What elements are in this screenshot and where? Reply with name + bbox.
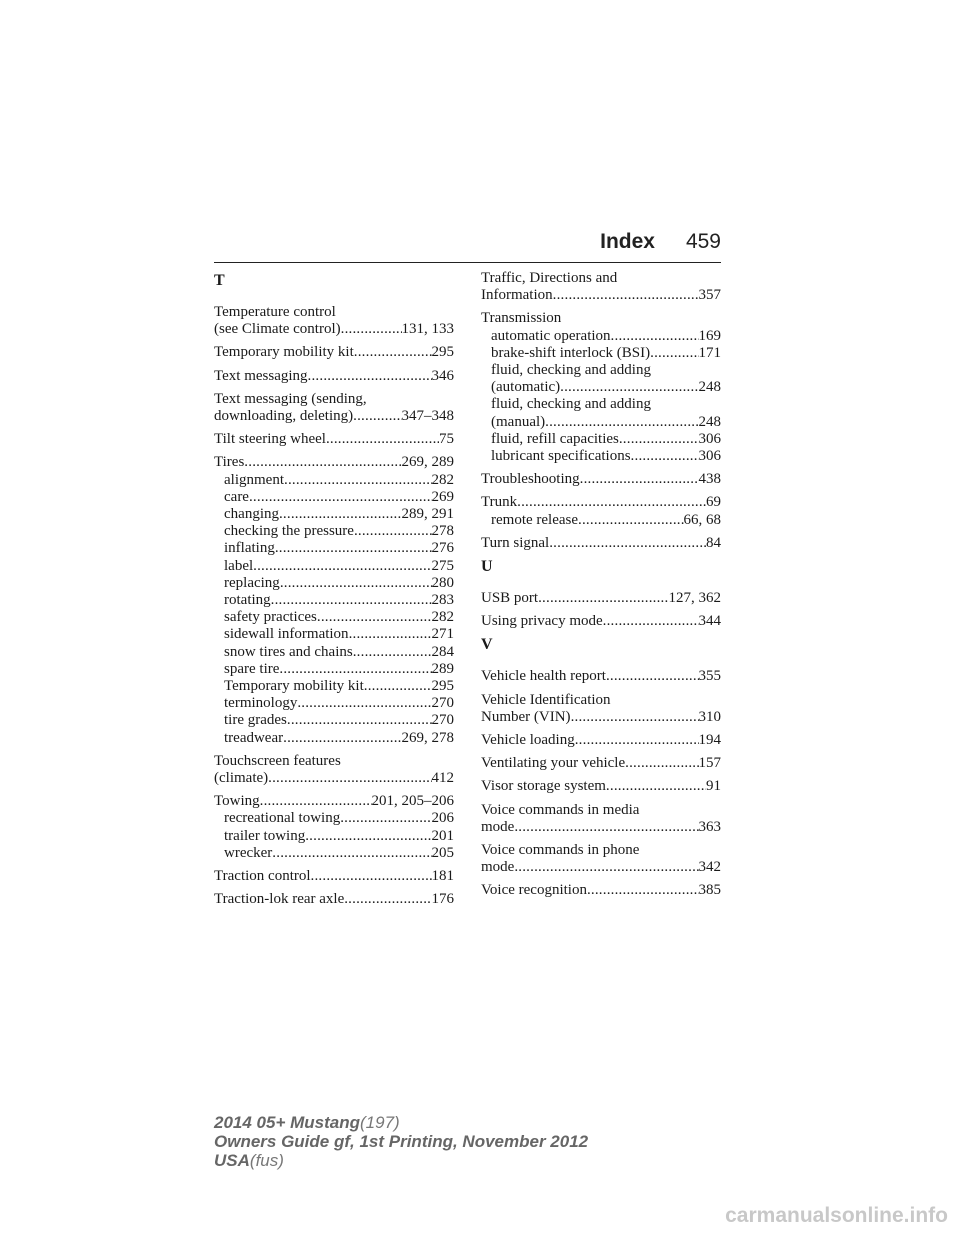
index-subentry: [214, 558, 454, 575]
index-line: [481, 310, 721, 327]
watermark: carmanualsonline.info: [725, 1204, 948, 1227]
index-line: [481, 755, 721, 772]
entry-text: tire grades: [224, 712, 287, 729]
page-title: Index: [600, 230, 655, 253]
index-entry: [481, 535, 721, 552]
entry-text: Voice commands in phone: [481, 842, 640, 859]
index-subentry: [214, 489, 454, 506]
page-reference: 131, 133: [401, 321, 454, 338]
dot-leader: [364, 678, 432, 695]
index-line: [214, 408, 454, 425]
entry-text: inflating: [224, 540, 275, 557]
index-entry: [481, 613, 721, 630]
entry-text: lubricant specifications: [491, 448, 631, 465]
page-reference: 181: [431, 868, 454, 885]
dot-leader: [560, 379, 698, 396]
index-line: [481, 732, 721, 749]
page-reference: 280: [431, 574, 454, 591]
page-reference: 289, 291: [401, 506, 454, 523]
section-letter: T: [214, 272, 225, 289]
page-reference: 127, 362: [668, 590, 721, 607]
footer-market: USA: [214, 1151, 250, 1170]
entry-text: Tilt steering wheel: [214, 431, 326, 448]
page-reference: 289: [431, 660, 454, 677]
index-subentry: [214, 845, 454, 862]
dot-leader: [553, 287, 699, 304]
page-reference: 282: [431, 609, 454, 626]
index-line: [214, 454, 454, 471]
dot-leader: [575, 732, 699, 749]
page-reference: 346: [431, 367, 454, 384]
dot-leader: [308, 368, 432, 385]
dot-leader: [280, 575, 432, 592]
dot-leader: [349, 626, 432, 643]
index-line: [481, 778, 721, 795]
entry-text: rotating: [224, 592, 271, 609]
dot-leader: [260, 793, 372, 810]
page-reference: 248: [698, 379, 721, 396]
dot-leader: [538, 590, 668, 607]
page-reference: 355: [698, 668, 721, 685]
footer-model: 2014 05+ Mustang: [214, 1113, 360, 1132]
index-line: [214, 391, 454, 408]
dot-leader: [284, 472, 432, 489]
dot-leader: [578, 512, 683, 529]
entry-text: sidewall information: [224, 626, 349, 643]
dot-leader: [341, 321, 402, 338]
entry-text: care: [224, 488, 249, 505]
index-entry: [214, 454, 454, 746]
entry-text: brake-shift interlock (BSI): [491, 344, 651, 361]
index-line: [214, 793, 454, 810]
entry-text: wrecker: [224, 844, 273, 861]
page-reference: 306: [698, 430, 721, 447]
dot-leader: [603, 613, 699, 630]
index-entry: [481, 802, 721, 836]
dot-leader: [249, 489, 432, 506]
dot-leader: [549, 535, 706, 552]
dot-leader: [305, 828, 431, 845]
index-line: [214, 753, 454, 770]
page-reference: 84: [706, 534, 721, 551]
entry-text: fluid, checking and adding: [491, 396, 651, 413]
entry-text: Touchscreen features: [214, 752, 341, 769]
index-subentry: [481, 448, 721, 465]
page-reference: 269, 289: [401, 454, 454, 471]
entry-text: Turn signal: [481, 534, 550, 551]
entry-text: Temperature control: [214, 304, 336, 320]
index-subentry: [214, 609, 454, 626]
index-entry: [481, 471, 721, 488]
entry-text: Trunk: [481, 494, 518, 511]
page-reference: 248: [698, 413, 721, 430]
page-reference: 269: [431, 488, 454, 505]
index-entry: [481, 732, 721, 749]
index-entry: [214, 304, 454, 338]
dot-leader: [631, 448, 699, 465]
dot-leader: [297, 695, 431, 712]
page-reference: 201: [431, 827, 454, 844]
index-subentry: [214, 626, 454, 643]
dot-leader: [625, 755, 698, 772]
entry-text: Tires: [214, 454, 245, 471]
entry-text: label: [224, 557, 254, 574]
page-reference: 171: [698, 344, 721, 361]
dot-leader: [253, 558, 431, 575]
index-subentry: [214, 540, 454, 557]
dot-leader: [272, 845, 431, 862]
index-subentry: [214, 644, 454, 661]
dot-leader: [279, 506, 402, 523]
index-line: [481, 590, 721, 607]
index-column-right: [481, 270, 721, 906]
index-subentry: [481, 379, 721, 396]
index-line: [481, 882, 721, 899]
dot-leader: [344, 891, 431, 908]
index-line: [481, 802, 721, 819]
page-reference: 275: [431, 557, 454, 574]
page-reference: 295: [431, 678, 454, 695]
index-line: [214, 344, 454, 361]
dot-leader: [283, 730, 401, 747]
entry-text: USB port: [481, 590, 539, 607]
dot-leader: [287, 712, 432, 729]
index-subentry: [214, 712, 454, 729]
dot-leader: [514, 819, 698, 836]
page-reference: 342: [698, 859, 721, 876]
index-line: [214, 321, 454, 338]
footer-code: (197): [360, 1113, 400, 1132]
entry-text: alignment: [224, 471, 284, 488]
entry-text: Text messaging (sending,: [214, 390, 367, 407]
page-reference: 412: [431, 770, 454, 787]
entry-text: (manual): [491, 413, 546, 430]
dot-leader: [650, 345, 698, 362]
entry-text: (automatic): [491, 379, 561, 396]
dot-leader: [271, 592, 432, 609]
index-line: [214, 891, 454, 908]
index-line: [481, 535, 721, 552]
index-entry: [481, 842, 721, 876]
index-subentry: [214, 695, 454, 712]
index-entry: [481, 755, 721, 772]
dot-leader: [326, 431, 439, 448]
page-reference: 176: [431, 891, 454, 908]
entry-text: changing: [224, 506, 279, 523]
index-line: [214, 304, 454, 321]
index-line: [481, 692, 721, 709]
page-reference: 347–348: [401, 408, 454, 425]
index-subentry: [214, 828, 454, 845]
footer-market-code: (fus): [249, 1151, 284, 1170]
entry-text: remote release: [491, 511, 579, 528]
index-subentry: [481, 362, 721, 379]
index-line: [481, 471, 721, 488]
entry-text: Voice commands in media: [481, 801, 640, 818]
index-entry: [214, 868, 454, 885]
dot-leader: [340, 810, 431, 827]
entry-text: Vehicle loading: [481, 732, 575, 749]
index-subentry: [481, 396, 721, 413]
dot-leader: [587, 882, 699, 899]
page-reference: 206: [431, 810, 454, 827]
index-entry: [214, 753, 454, 787]
entry-text: Temporary mobility kit: [224, 678, 364, 695]
page-reference: 270: [431, 712, 454, 729]
index-subentry: [214, 810, 454, 827]
page-reference: 278: [431, 523, 454, 540]
index-line: [481, 613, 721, 630]
index-entry: [214, 891, 454, 908]
index-line: [214, 868, 454, 885]
page-reference: 91: [706, 778, 721, 795]
footer-line-2: Owners Guide gf, 1st Printing, November 2012: [214, 1132, 589, 1151]
page-reference: 363: [698, 818, 721, 835]
entry-text: checking the pressure: [224, 523, 354, 540]
section-letter: U: [481, 558, 493, 576]
index-line: [214, 770, 454, 787]
dot-leader: [244, 454, 401, 471]
index-line: [481, 842, 721, 859]
entry-text: Visor storage system: [481, 778, 606, 795]
index-line: [481, 709, 721, 726]
index-column-left: [214, 270, 454, 915]
entry-text: mode: [481, 859, 515, 876]
dot-leader: [354, 523, 432, 540]
dot-leader: [317, 609, 432, 626]
page-reference: 284: [431, 643, 454, 660]
entry-text: Troubleshooting: [481, 471, 580, 488]
entry-text: Traction-lok rear axle: [214, 891, 345, 908]
index-entry: [214, 368, 454, 385]
index-entry: [214, 793, 454, 862]
entry-text: snow tires and chains: [224, 643, 353, 660]
entry-text: Ventilating your vehicle: [481, 755, 626, 772]
index-subentry: [481, 328, 721, 345]
index-entry: [481, 778, 721, 795]
footer-line-3: [214, 1151, 588, 1170]
entry-text: terminology: [224, 695, 298, 712]
index-entry: [481, 668, 721, 685]
index-line: [481, 668, 721, 685]
index-subentry: [214, 661, 454, 678]
index-entry: [481, 494, 721, 528]
entry-text: Information: [481, 287, 553, 304]
dot-leader: [606, 778, 706, 795]
section-letter: V: [481, 636, 493, 654]
index-entry: [481, 882, 721, 899]
entry-text: (see Climate control): [214, 321, 341, 338]
dot-leader: [268, 770, 431, 787]
page-reference: 310: [698, 708, 721, 725]
index-entry: [214, 391, 454, 425]
page-header: [214, 228, 721, 263]
dot-leader: [514, 859, 698, 876]
entry-text: replacing: [224, 574, 280, 591]
entry-text: Vehicle Identification: [481, 691, 611, 708]
entry-text: trailer towing: [224, 827, 306, 844]
entry-text: treadwear: [224, 729, 284, 746]
index-subentry: [214, 575, 454, 592]
dot-leader: [606, 668, 699, 685]
page-reference: 169: [698, 327, 721, 344]
page-reference: 385: [698, 882, 721, 899]
entry-text: downloading, deleting): [214, 408, 354, 425]
page-reference: 271: [431, 626, 454, 643]
index-line: [214, 368, 454, 385]
footer-line-1: [214, 1113, 588, 1132]
dot-leader: [571, 709, 699, 726]
dot-leader: [279, 661, 431, 678]
dot-leader: [611, 328, 699, 345]
page-reference: 357: [698, 287, 721, 304]
dot-leader: [354, 344, 432, 361]
dot-leader: [580, 471, 699, 488]
index-subentry: [214, 678, 454, 695]
index-subentry: [481, 431, 721, 448]
page-number: 459: [685, 230, 721, 253]
page-reference: 306: [698, 448, 721, 465]
entry-text: Traction control: [214, 868, 311, 885]
entry-text: Using privacy mode: [481, 613, 603, 630]
index-entry: [214, 344, 454, 361]
dot-leader: [517, 494, 706, 511]
dot-leader: [353, 408, 401, 425]
index-subentry: [214, 730, 454, 747]
index-subentry: [214, 472, 454, 489]
entry-text: Towing: [214, 793, 260, 810]
index-subentry: [214, 506, 454, 523]
entry-text: fluid, checking and adding: [491, 362, 651, 379]
index-line: [481, 494, 721, 511]
print-footer: [214, 1113, 588, 1170]
entry-text: Text messaging: [214, 367, 308, 384]
page-reference: 344: [698, 613, 721, 630]
page-reference: 438: [698, 471, 721, 488]
entry-text: Number (VIN): [481, 708, 571, 725]
dot-leader: [275, 540, 432, 557]
entry-text: automatic operation: [491, 327, 611, 344]
entry-text: Voice recognition: [481, 882, 587, 899]
page-reference: 295: [431, 344, 454, 361]
index-line: [481, 819, 721, 836]
index-subentry: [214, 523, 454, 540]
page-reference: 201, 205–206: [371, 793, 454, 810]
entry-text: mode: [481, 818, 515, 835]
page-reference: 282: [431, 471, 454, 488]
dot-leader: [545, 414, 698, 431]
index-subentry: [481, 345, 721, 362]
page-reference: 69: [706, 494, 721, 511]
entry-text: safety practices: [224, 609, 317, 626]
page-reference: 283: [431, 592, 454, 609]
index-entry: [481, 270, 721, 304]
entry-text: recreational towing: [224, 810, 341, 827]
index-entry: [481, 310, 721, 465]
index-entry: [481, 590, 721, 607]
index-line: [481, 270, 721, 287]
entry-text: fluid, refill capacities: [491, 430, 619, 447]
dot-leader: [311, 868, 432, 885]
page-reference: 270: [431, 695, 454, 712]
entry-text: Temporary mobility kit: [214, 344, 354, 361]
index-subentry: [214, 592, 454, 609]
dot-leader: [353, 644, 432, 661]
entry-text: (climate): [214, 770, 269, 787]
page-reference: 157: [698, 755, 721, 772]
entry-text: Transmission: [481, 310, 562, 327]
index-entry: [214, 431, 454, 448]
index-line: [214, 431, 454, 448]
page-reference: 276: [431, 540, 454, 557]
page-reference: 194: [698, 732, 721, 749]
index-line: [481, 859, 721, 876]
index-subentry: [481, 414, 721, 431]
index-entry: [481, 692, 721, 726]
entry-text: Vehicle health report: [481, 668, 606, 685]
page-reference: 205: [431, 844, 454, 861]
index-line: [481, 287, 721, 304]
entry-text: spare tire: [224, 660, 280, 677]
page-reference: 269, 278: [401, 729, 454, 746]
page-reference: 66, 68: [683, 511, 721, 528]
dot-leader: [619, 431, 699, 448]
entry-text: Traffic, Directions and: [481, 270, 618, 286]
index-subentry: [481, 512, 721, 529]
page-reference: 75: [439, 431, 454, 448]
